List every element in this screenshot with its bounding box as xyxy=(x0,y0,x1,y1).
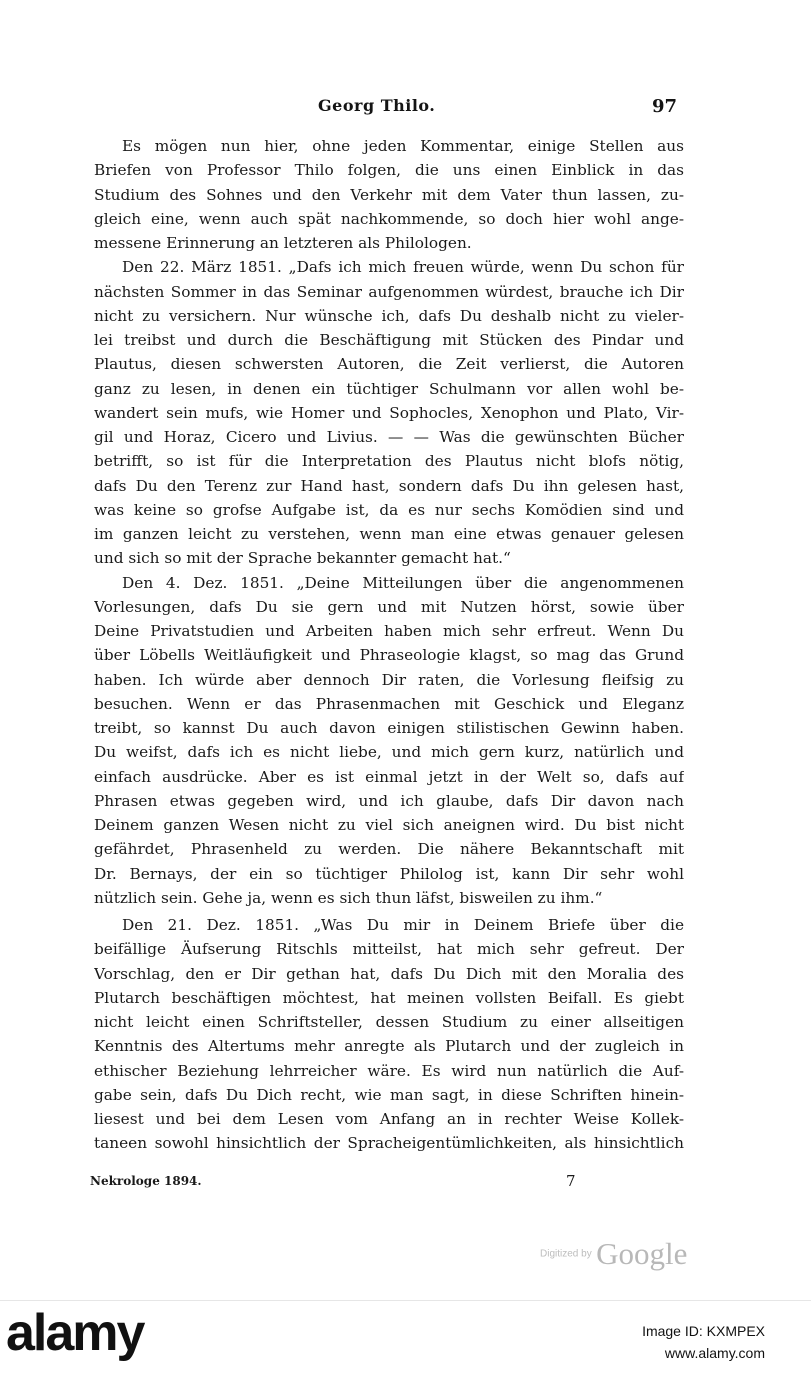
text-line: haben. Ich würde aber dennoch Dir raten, die Vorlesung fleifsig zu xyxy=(94,670,684,689)
text-line: nicht zu versichern. Nur wünsche ich, dafs Du deshalb nicht zu vieler- xyxy=(94,306,684,325)
signature-mark: Nekrologe 1894. xyxy=(90,1174,202,1188)
text-line: nützlich sein. Gehe ja, wenn es sich thun läfst, bisweilen zu ihm.“ xyxy=(94,888,603,907)
page-header xyxy=(0,96,811,124)
body-text xyxy=(94,134,684,1156)
text-line: Den 21. Dez. 1851. „Was Du mir in Deinem Briefe über die xyxy=(122,916,684,934)
text-line: Den 22. März 1851. „Dafs ich mich freuen würde, wenn Du schon für xyxy=(122,258,684,277)
text-line: besuchen. Wenn er das Phrasenmachen mit Geschick und Eleganz xyxy=(94,694,684,713)
text-line: nicht leicht einen Schriftsteller, dessen Studium zu einer allseitigen xyxy=(94,1013,684,1031)
text-line: gleich eine, wenn auch spät nachkommende, so doch hier wohl ange- xyxy=(94,209,684,228)
text-line: lei treibst und durch die Beschäftigung mit Stücken des Pindar und xyxy=(94,331,684,349)
text-line: betrifft, so ist für die Interpretation des Plautus nicht blofs nötig, xyxy=(94,452,684,471)
alamy-logo: alamy xyxy=(6,1304,144,1362)
digitized-by-label: Digitized by xyxy=(540,1248,592,1260)
text-line: Den 4. Dez. 1851. „Deine Mitteilungen über die angenommenen xyxy=(122,573,684,592)
text-line: Deine Privatstudien und Arbeiten haben mich sehr erfreut. Wenn Du xyxy=(94,622,684,640)
text-line: Deinem ganzen Wesen nicht zu viel sich aneignen wird. Du bist nicht xyxy=(94,816,684,834)
text-line: Vorschlag, den er Dir gethan hat, dafs Du Dich mit den Moralia des xyxy=(94,964,684,983)
text-line: ethischer Beziehung lehrreicher wäre. Es wird nun natürlich die Auf- xyxy=(94,1061,684,1080)
google-logo: Google xyxy=(596,1236,688,1271)
text-line: Phrasen etwas gegeben wird, und ich glaube, dafs Dir davon nach xyxy=(94,791,684,810)
text-line: Plautus, diesen schwersten Autoren, die Zeit verlierst, die Autoren xyxy=(94,355,684,374)
text-line: und sich so mit der Sprache bekannter gemacht hat.“ xyxy=(94,549,511,568)
text-line: einfach ausdrücke. Aber es ist einmal jetzt in der Welt so, dafs auf xyxy=(94,767,684,786)
text-line: Plutarch beschäftigen möchtest, hat meinen vollsten Beifall. Es giebt xyxy=(94,988,684,1007)
text-line: taneen sowohl hinsichtlich der Spracheigentümlichkeiten, als hinsichtlich xyxy=(94,1134,684,1153)
text-line: gefährdet, Phrasenheld zu werden. Die nähere Bekanntschaft mit xyxy=(94,840,684,859)
text-line: ganz zu lesen, in denen ein tüchtiger Schulmann vor allen wohl be- xyxy=(94,379,684,398)
site-url: www.alamy.com xyxy=(664,1345,765,1361)
text-line: dafs Du den Terenz zur Hand hast, sondern dafs Du ihn gelesen hast, xyxy=(94,476,684,495)
text-line: gabe sein, dafs Du Dich recht, wie man sagt, in diese Schriften hinein- xyxy=(94,1085,684,1104)
text-line: Es mögen nun hier, ohne jeden Kommentar, einige Stellen aus xyxy=(122,137,684,155)
text-line: Briefen von Professor Thilo folgen, die uns einen Einblick in das xyxy=(94,161,684,180)
text-line: was keine so grofse Aufgabe ist, da es nur sechs Komödien sind und xyxy=(94,500,684,519)
text-line: im ganzen leicht zu verstehen, wenn man eine etwas genauer gelesen xyxy=(94,525,684,543)
text-line: Dr. Bernays, der ein so tüchtiger Philolog ist, kann Dir sehr wohl xyxy=(94,864,684,883)
page-footer xyxy=(0,1172,811,1194)
text-line: Vorlesungen, dafs Du sie gern und mit Nutzen hörst, sowie über xyxy=(94,597,684,616)
sheet-number: 7 xyxy=(566,1172,576,1190)
text-line: wandert sein mufs, wie Homer und Sophocles, Xenophon und Plato, Vir- xyxy=(94,403,684,422)
text-line: messene Erinnerung an letzteren als Philologen. xyxy=(94,234,472,252)
text-line: Kenntnis des Altertums mehr anregte als Plutarch und der zugleich in xyxy=(94,1037,684,1056)
text-line: Du weifst, dafs ich es nicht liebe, und mich gern kurz, natürlich und xyxy=(94,743,684,762)
page-number: 97 xyxy=(652,96,678,117)
text-line: beifällige Äufserung Ritschls mitteilst, hat mich sehr gefreut. Der xyxy=(94,940,684,959)
text-line: treibt, so kannst Du auch davon einigen stilistischen Gewinn haben. xyxy=(94,719,684,737)
text-line: über Löbells Weitläufigkeit und Phraseologie klagst, so mag das Grund xyxy=(94,646,684,665)
image-id: Image ID: KXMPEX xyxy=(642,1323,765,1339)
text-line: Studium des Sohnes und den Verkehr mit dem Vater thun lassen, zu- xyxy=(94,185,684,204)
digitized-by-watermark xyxy=(540,1236,730,1276)
text-line: liesest und bei dem Lesen vom Anfang an in rechter Weise Kollek- xyxy=(94,1110,684,1128)
text-line: nächsten Sommer in das Seminar aufgenommen würdest, brauche ich Dir xyxy=(94,282,684,301)
stock-banner xyxy=(0,1300,811,1391)
running-head: Georg Thilo. xyxy=(318,96,436,115)
text-line: gil und Horaz, Cicero und Livius. — — Was die gewünschten Bücher xyxy=(94,428,684,446)
